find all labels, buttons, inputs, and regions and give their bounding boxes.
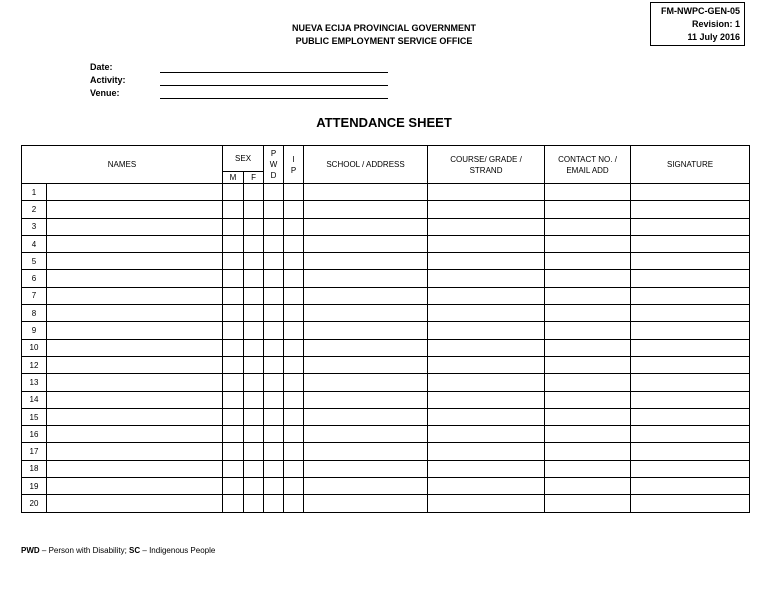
female-cell[interactable] (244, 478, 264, 495)
signature-cell[interactable] (631, 408, 750, 425)
signature-cell[interactable] (631, 339, 750, 356)
name-cell[interactable] (47, 374, 223, 391)
school-cell[interactable] (304, 426, 428, 443)
school-cell[interactable] (304, 391, 428, 408)
form-revision: Revision: 1 (691, 19, 740, 29)
row-number: 4 (22, 235, 47, 252)
pwd-cell[interactable] (264, 218, 284, 235)
header-line-1: NUEVA ECIJA PROVINCIAL GOVERNMENT (291, 23, 477, 33)
contact-cell[interactable] (545, 495, 631, 512)
female-cell[interactable] (244, 391, 264, 408)
school-cell[interactable] (304, 218, 428, 235)
female-cell[interactable] (244, 235, 264, 252)
male-cell[interactable] (223, 374, 244, 391)
pwd-cell[interactable] (264, 184, 284, 201)
row-number: 3 (22, 218, 47, 235)
table-row (22, 374, 750, 391)
female-cell[interactable] (244, 374, 264, 391)
ip-cell[interactable] (284, 374, 304, 391)
pwd-cell[interactable] (264, 495, 284, 512)
contact-cell[interactable] (545, 339, 631, 356)
name-cell[interactable] (47, 408, 223, 425)
female-cell[interactable] (244, 287, 264, 304)
pwd-cell[interactable] (264, 287, 284, 304)
male-cell[interactable] (223, 287, 244, 304)
name-cell[interactable] (47, 201, 223, 218)
course-cell[interactable] (428, 287, 545, 304)
pwd-cell[interactable] (264, 426, 284, 443)
signature-cell[interactable] (631, 443, 750, 460)
ip-cell[interactable] (284, 287, 304, 304)
pwd-cell[interactable] (264, 443, 284, 460)
contact-cell[interactable] (545, 184, 631, 201)
table-row (22, 426, 750, 443)
male-cell[interactable] (223, 184, 244, 201)
course-header: COURSE/ GRADE / STRAND (428, 146, 545, 184)
male-cell[interactable] (223, 201, 244, 218)
school-cell[interactable] (304, 201, 428, 218)
name-cell[interactable] (47, 460, 223, 477)
activity-field[interactable] (160, 85, 388, 86)
signature-cell[interactable] (631, 356, 750, 373)
sc-text: – Indigenous People (140, 546, 216, 555)
pwd-cell[interactable] (264, 253, 284, 270)
contact-cell[interactable] (545, 426, 631, 443)
name-cell[interactable] (47, 305, 223, 322)
table-row (22, 270, 750, 287)
row-number: 19 (22, 478, 47, 495)
school-cell[interactable] (304, 184, 428, 201)
course-cell[interactable] (428, 235, 545, 252)
school-cell[interactable] (304, 478, 428, 495)
table-row (22, 287, 750, 304)
female-cell[interactable] (244, 218, 264, 235)
pwd-abbr: PWD (21, 546, 40, 555)
male-cell[interactable] (223, 356, 244, 373)
ip-cell[interactable] (284, 443, 304, 460)
pwd-cell[interactable] (264, 322, 284, 339)
ip-cell[interactable] (284, 305, 304, 322)
contact-cell[interactable] (545, 305, 631, 322)
row-number: 8 (22, 305, 47, 322)
ip-cell[interactable] (284, 322, 304, 339)
ip-cell[interactable] (284, 478, 304, 495)
ip-header: I P (284, 146, 304, 184)
male-cell[interactable] (223, 235, 244, 252)
contact-cell[interactable] (545, 270, 631, 287)
row-number: 12 (22, 356, 47, 373)
table-row (22, 253, 750, 270)
contact-cell[interactable] (545, 460, 631, 477)
male-cell[interactable] (223, 426, 244, 443)
row-number: 16 (22, 426, 47, 443)
contact-cell[interactable] (545, 253, 631, 270)
table-row (22, 478, 750, 495)
page-title: ATTENDANCE SHEET (316, 115, 452, 130)
ip-cell[interactable] (284, 339, 304, 356)
table-row (22, 408, 750, 425)
row-number: 6 (22, 270, 47, 287)
school-cell[interactable] (304, 460, 428, 477)
course-cell[interactable] (428, 305, 545, 322)
school-cell[interactable] (304, 339, 428, 356)
name-cell[interactable] (47, 443, 223, 460)
signature-cell[interactable] (631, 201, 750, 218)
name-cell[interactable] (47, 287, 223, 304)
school-cell[interactable] (304, 374, 428, 391)
table-row (22, 218, 750, 235)
name-cell[interactable] (47, 478, 223, 495)
table-row (22, 235, 750, 252)
signature-cell[interactable] (631, 184, 750, 201)
name-cell[interactable] (47, 253, 223, 270)
school-cell[interactable] (304, 356, 428, 373)
ip-cell[interactable] (284, 235, 304, 252)
male-cell[interactable] (223, 270, 244, 287)
row-number: 2 (22, 201, 47, 218)
form-date: 11 July 2016 (687, 32, 740, 42)
school-cell[interactable] (304, 270, 428, 287)
row-number: 17 (22, 443, 47, 460)
venue-field[interactable] (160, 98, 388, 99)
row-number: 7 (22, 287, 47, 304)
female-cell[interactable] (244, 495, 264, 512)
pwd-cell[interactable] (264, 478, 284, 495)
female-cell[interactable] (244, 270, 264, 287)
school-cell[interactable] (304, 495, 428, 512)
row-number: 10 (22, 339, 47, 356)
pwd-cell[interactable] (264, 201, 284, 218)
name-cell[interactable] (47, 184, 223, 201)
contact-header: CONTACT NO. / EMAIL ADD (545, 146, 631, 184)
male-cell[interactable] (223, 322, 244, 339)
row-number: 14 (22, 391, 47, 408)
female-cell[interactable] (244, 201, 264, 218)
table-row (22, 201, 750, 218)
male-cell[interactable] (223, 408, 244, 425)
form-code: FM-NWPC-GEN-05 (661, 6, 740, 16)
school-cell[interactable] (304, 253, 428, 270)
signature-cell[interactable] (631, 391, 750, 408)
school-cell[interactable] (304, 235, 428, 252)
table-row (22, 339, 750, 356)
course-cell[interactable] (428, 443, 545, 460)
table-row (22, 391, 750, 408)
table-row (22, 460, 750, 477)
name-cell[interactable] (47, 235, 223, 252)
pwd-cell[interactable] (264, 391, 284, 408)
table-row (22, 305, 750, 322)
pwd-cell[interactable] (264, 408, 284, 425)
male-header: M (223, 172, 244, 184)
female-header: F (244, 172, 264, 184)
signature-header: SIGNATURE (631, 146, 750, 184)
name-cell[interactable] (47, 322, 223, 339)
school-cell[interactable] (304, 322, 428, 339)
name-cell[interactable] (47, 391, 223, 408)
course-cell[interactable] (428, 460, 545, 477)
table-row (22, 443, 750, 460)
row-number: 18 (22, 460, 47, 477)
name-cell[interactable] (47, 270, 223, 287)
male-cell[interactable] (223, 253, 244, 270)
pwd-cell[interactable] (264, 235, 284, 252)
school-cell[interactable] (304, 408, 428, 425)
course-cell[interactable] (428, 270, 545, 287)
venue-label: Venue: (90, 88, 120, 98)
female-cell[interactable] (244, 443, 264, 460)
ip-cell[interactable] (284, 426, 304, 443)
sex-header: SEX (223, 146, 264, 172)
course-cell[interactable] (428, 478, 545, 495)
name-cell[interactable] (47, 495, 223, 512)
contact-cell[interactable] (545, 201, 631, 218)
school-header: SCHOOL / ADDRESS (304, 146, 428, 184)
contact-cell[interactable] (545, 408, 631, 425)
contact-cell[interactable] (545, 443, 631, 460)
pwd-cell[interactable] (264, 460, 284, 477)
footer-legend (21, 546, 215, 555)
female-cell[interactable] (244, 184, 264, 201)
pwd-cell[interactable] (264, 305, 284, 322)
signature-cell[interactable] (631, 495, 750, 512)
ip-cell[interactable] (284, 253, 304, 270)
course-cell[interactable] (428, 218, 545, 235)
male-cell[interactable] (223, 218, 244, 235)
course-cell[interactable] (428, 339, 545, 356)
name-cell[interactable] (47, 218, 223, 235)
contact-cell[interactable] (545, 478, 631, 495)
course-cell[interactable] (428, 408, 545, 425)
signature-cell[interactable] (631, 460, 750, 477)
male-cell[interactable] (223, 443, 244, 460)
signature-cell[interactable] (631, 305, 750, 322)
name-cell[interactable] (47, 356, 223, 373)
signature-cell[interactable] (631, 322, 750, 339)
course-cell[interactable] (428, 391, 545, 408)
signature-cell[interactable] (631, 374, 750, 391)
pwd-cell[interactable] (264, 356, 284, 373)
contact-cell[interactable] (545, 322, 631, 339)
male-cell[interactable] (223, 478, 244, 495)
signature-cell[interactable] (631, 478, 750, 495)
signature-cell[interactable] (631, 218, 750, 235)
school-cell[interactable] (304, 443, 428, 460)
contact-cell[interactable] (545, 391, 631, 408)
names-header: NAMES (22, 146, 223, 184)
female-cell[interactable] (244, 322, 264, 339)
table-row (22, 184, 750, 201)
signature-cell[interactable] (631, 270, 750, 287)
row-number: 5 (22, 253, 47, 270)
table-row (22, 356, 750, 373)
contact-cell[interactable] (545, 374, 631, 391)
school-cell[interactable] (304, 305, 428, 322)
sc-abbr: SC (129, 546, 141, 555)
pwd-cell[interactable] (264, 374, 284, 391)
course-cell[interactable] (428, 253, 545, 270)
contact-cell[interactable] (545, 287, 631, 304)
contact-cell[interactable] (545, 356, 631, 373)
signature-cell[interactable] (631, 287, 750, 304)
course-cell[interactable] (428, 201, 545, 218)
school-cell[interactable] (304, 287, 428, 304)
course-cell[interactable] (428, 322, 545, 339)
date-label: Date: (90, 62, 113, 72)
signature-cell[interactable] (631, 426, 750, 443)
course-cell[interactable] (428, 495, 545, 512)
ip-cell[interactable] (284, 408, 304, 425)
female-cell[interactable] (244, 253, 264, 270)
pwd-cell[interactable] (264, 270, 284, 287)
pwd-text: – Person with Disability; (39, 546, 130, 555)
header-line-2: PUBLIC EMPLOYMENT SERVICE OFFICE (295, 36, 473, 46)
row-number: 1 (22, 184, 47, 201)
signature-cell[interactable] (631, 235, 750, 252)
name-cell[interactable] (47, 339, 223, 356)
row-number: 13 (22, 374, 47, 391)
course-cell[interactable] (428, 426, 545, 443)
table-row (22, 322, 750, 339)
date-field[interactable] (160, 72, 388, 73)
female-cell[interactable] (244, 426, 264, 443)
row-number: 15 (22, 408, 47, 425)
course-cell[interactable] (428, 184, 545, 201)
pwd-header: P W D (264, 146, 284, 184)
ip-cell[interactable] (284, 184, 304, 201)
signature-cell[interactable] (631, 253, 750, 270)
ip-cell[interactable] (284, 460, 304, 477)
male-cell[interactable] (223, 339, 244, 356)
contact-cell[interactable] (545, 218, 631, 235)
pwd-cell[interactable] (264, 339, 284, 356)
male-cell[interactable] (223, 391, 244, 408)
female-cell[interactable] (244, 408, 264, 425)
course-cell[interactable] (428, 356, 545, 373)
female-cell[interactable] (244, 305, 264, 322)
female-cell[interactable] (244, 339, 264, 356)
female-cell[interactable] (244, 356, 264, 373)
contact-cell[interactable] (545, 235, 631, 252)
name-cell[interactable] (47, 426, 223, 443)
ip-cell[interactable] (284, 391, 304, 408)
ip-cell[interactable] (284, 201, 304, 218)
attendance-table (21, 145, 750, 513)
activity-label: Activity: (90, 75, 126, 85)
table-row (22, 495, 750, 512)
male-cell[interactable] (223, 460, 244, 477)
ip-cell[interactable] (284, 356, 304, 373)
row-number: 9 (22, 322, 47, 339)
male-cell[interactable] (223, 495, 244, 512)
ip-cell[interactable] (284, 495, 304, 512)
course-cell[interactable] (428, 374, 545, 391)
ip-cell[interactable] (284, 270, 304, 287)
female-cell[interactable] (244, 460, 264, 477)
male-cell[interactable] (223, 305, 244, 322)
ip-cell[interactable] (284, 218, 304, 235)
row-number: 20 (22, 495, 47, 512)
